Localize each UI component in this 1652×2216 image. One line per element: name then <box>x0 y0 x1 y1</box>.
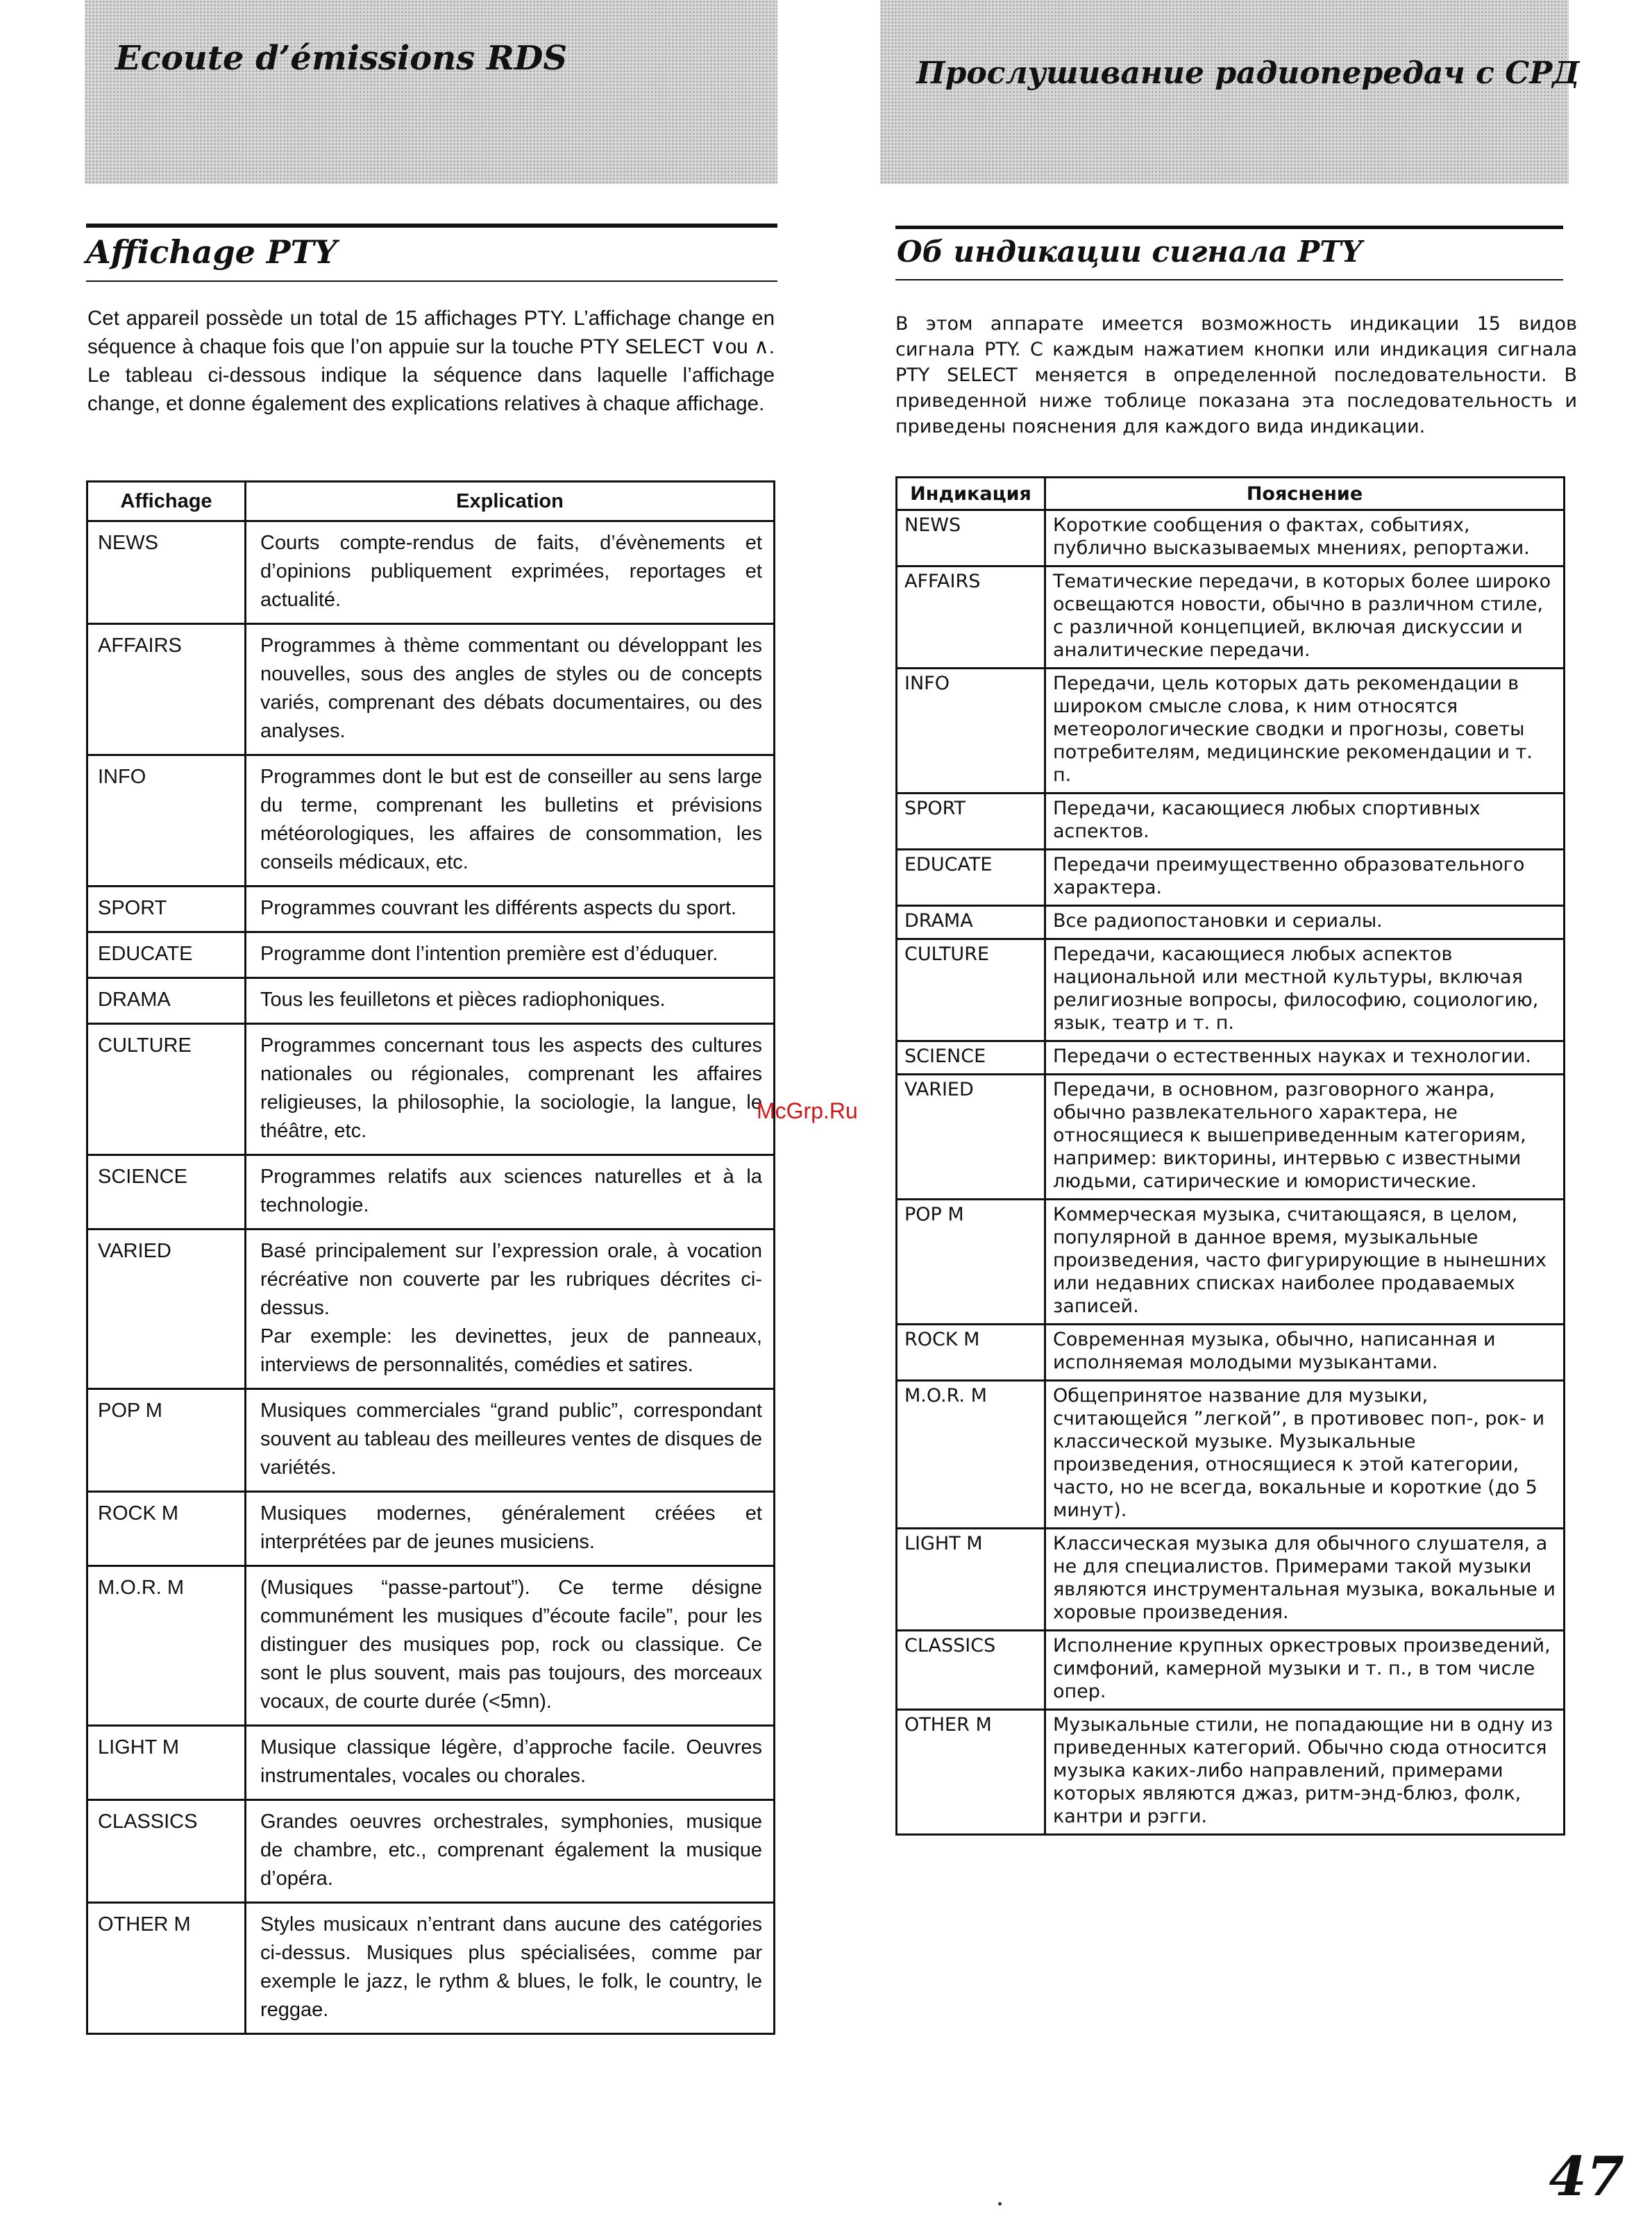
table-row <box>897 1631 1565 1710</box>
pty-explanation-cell: Styles musicaux n’entrant dans aucune des catégories ci-dessus. Musiques plus spécialisées, comme par exemple le jazz, le rythm & blues, le folk, le country, le reggae. <box>246 1903 775 2034</box>
table-row <box>87 1155 775 1229</box>
fr-table-body <box>87 521 775 2034</box>
pty-explanation-cell: Courts compte-rendus de faits, d’évènements et d’opinions publiquement exprimées, reportages et actualité. <box>246 521 775 624</box>
ru-table-body <box>897 510 1565 1835</box>
table-row <box>897 1075 1565 1200</box>
pty-display-cell: AFFAIRS <box>897 566 1045 669</box>
pty-explanation-cell: Передачи, касающиеся любых аспектов национальной или местной культуры, включая религиозные вопросы, философию, социологию, язык, театр и т. п. <box>1045 939 1565 1041</box>
pty-explanation-cell: Общепринятое название для музыки, считающейся ”легкой”, в противовес поп-, рок- и классической музыке. Музыкальные произведения, относящиеся к этой категории, часто, но не всегда, вокальные и короткие (до 5 минут). <box>1045 1381 1565 1529</box>
pty-explanation-cell: Grandes oeuvres orchestrales, symphonies, musique de chambre, etc., comprenant également la musique d’opéra. <box>246 1800 775 1903</box>
pty-explanation-cell: Musiques commerciales “grand public”, correspondant souvent au tableau des meilleures ventes de disques de variétés. <box>246 1389 775 1492</box>
pty-explanation-cell: Короткие сообщения о фактах, событиях, публично высказываемых мнениях, репортажи. <box>1045 510 1565 566</box>
pty-explanation-cell: Tous les feuilletons et pièces radiophoniques. <box>246 978 775 1024</box>
pty-explanation-cell: (Musiques “passe-partout”). Ce terme désigne communément les musiques d”écoute facile”, pour les distinguer des musiques pop, rock ou classique. Ce sont le plus souvent, mais pas toujours, des morceaux vocaux, de courte durée (<5mn). <box>246 1566 775 1726</box>
ru-col-display-header: Индикация <box>897 478 1045 510</box>
table-row <box>897 794 1565 850</box>
pty-explanation-cell: Basé principalement sur l’expression orale, à vocation récréative non couverte par les rubriques décrites ci-dessus. Par exemple: les devinettes, jeux de panneaux, interviews de personnalités, comédies et satires. <box>246 1229 775 1389</box>
pty-explanation-cell: Классическая музыка для обычного слушателя, а не для специалистов. Примерами такой музыки являются инструментальная музыка, вокальные и хоровые произведения. <box>1045 1529 1565 1631</box>
pty-display-cell: LIGHT M <box>897 1529 1045 1631</box>
page-number: 47 <box>1549 2145 1624 2208</box>
table-row <box>897 1325 1565 1381</box>
table-row <box>897 510 1565 566</box>
ru-section-title: Об индикации сигнала PTY <box>897 235 1363 269</box>
pty-display-cell: CLASSICS <box>897 1631 1045 1710</box>
table-row <box>87 978 775 1024</box>
pty-display-cell: OTHER M <box>897 1710 1045 1835</box>
fr-table-header-row <box>87 482 775 521</box>
table-row <box>87 1229 775 1389</box>
pty-explanation-cell: Передачи, в основном, разговорного жанра, обычно развлекательного характера, не относящиеся к вышеприведенным категориям, например: викторины, интервью с известными людьми, сатирические и юмористические. <box>1045 1075 1565 1200</box>
pty-display-cell: NEWS <box>87 521 246 624</box>
ru-section-rule-bottom <box>895 279 1563 280</box>
table-row <box>897 669 1565 794</box>
pty-explanation-cell: Тематические передачи, в которых более широко освещаются новости, обычно в различном стиле, с различной концепцией, включая дискуссии и аналитические передачи. <box>1045 566 1565 669</box>
pty-display-cell: POP M <box>897 1200 1045 1325</box>
table-row <box>897 1041 1565 1075</box>
pty-display-cell: EDUCATE <box>897 850 1045 906</box>
pty-display-cell: VARIED <box>897 1075 1045 1200</box>
table-row <box>897 906 1565 939</box>
pty-display-cell: OTHER M <box>87 1903 246 2034</box>
pty-display-cell: NEWS <box>897 510 1045 566</box>
table-row <box>897 1710 1565 1835</box>
fr-section-rule-top <box>86 224 777 228</box>
table-row <box>87 624 775 755</box>
pty-explanation-cell: Programmes concernant tous les aspects des cultures nationales ou régionales, comprenant les affaires religieuses, la philosophie, la sociologie, la langue, le théâtre, etc. <box>246 1024 775 1155</box>
pty-explanation-cell: Programme dont l’intention première est d’éduquer. <box>246 932 775 978</box>
pty-display-cell: INFO <box>897 669 1045 794</box>
pty-display-cell: AFFAIRS <box>87 624 246 755</box>
fr-header-title: Ecoute d’émissions RDS <box>115 39 568 78</box>
pty-display-cell: SCIENCE <box>87 1155 246 1229</box>
pty-display-cell: ROCK M <box>87 1492 246 1566</box>
pty-display-cell: M.O.R. M <box>897 1381 1045 1529</box>
pty-explanation-cell: Коммерческая музыка, считающаяся, в целом, популярной в данное время, музыкальные произведения, часто фигурирующие в нынешних или недавних списках наиболее продаваемых записей. <box>1045 1200 1565 1325</box>
pty-explanation-cell: Передачи о естественных науках и технологии. <box>1045 1041 1565 1075</box>
table-row <box>87 1492 775 1566</box>
pty-display-cell: LIGHT M <box>87 1726 246 1800</box>
table-row <box>87 887 775 932</box>
table-row <box>87 1903 775 2034</box>
table-row <box>87 521 775 624</box>
ru-header-band <box>880 0 1580 184</box>
pty-display-cell: CULTURE <box>897 939 1045 1041</box>
pty-explanation-cell: Передачи, касающиеся любых спортивных аспектов. <box>1045 794 1565 850</box>
watermark-text: McGrp.Ru <box>757 1098 858 1123</box>
fr-col-display-header: Affichage <box>87 482 246 521</box>
fr-header-band <box>85 0 777 184</box>
ru-col-explanation-header: Пояснение <box>1045 478 1565 510</box>
pty-display-cell: DRAMA <box>897 906 1045 939</box>
table-row <box>87 1024 775 1155</box>
table-row <box>897 566 1565 669</box>
pty-explanation-cell: Передачи, цель которых дать рекомендации в широком смысле слова, к ним относятся метеорологические сводки и прогнозы, советы потребителям, медицинские рекомендации и т. п. <box>1045 669 1565 794</box>
pty-display-cell: POP M <box>87 1389 246 1492</box>
ru-table-header-row <box>897 478 1565 510</box>
pty-display-cell: CLASSICS <box>87 1800 246 1903</box>
ru-header-title: Прослушивание радиопередач с СРД <box>916 56 1580 91</box>
ru-intro-paragraph: В этом аппарате имеется возможность индикации 15 видов сигнала PTY. С каждым нажатием кнопки или индикация сигнала PTY SELECT меняется в определенной последовательности. В приведенной ниже тоблице показана эта последовательность и приведены пояснения для каждого вида индикации. <box>895 313 1577 437</box>
fr-section-title: Affichage PTY <box>86 233 337 271</box>
fr-col-explanation-header: Explication <box>246 482 775 521</box>
pty-display-cell: INFO <box>87 755 246 887</box>
pty-explanation-cell: Programmes couvrant les différents aspects du sport. <box>246 887 775 932</box>
table-row <box>87 1726 775 1800</box>
table-row <box>87 1566 775 1726</box>
fr-intro-paragraph: Cet appareil possède un total de 15 affichages PTY. L’affichage change en séquence à chaque fois que l’on appuie sur la touche PTY SELECT ∨ou ∧. Le tableau ci-dessous indique la séquence dans laquelle l’affichage change, et donne également des explications relatives à chaque affichage. <box>87 307 775 415</box>
ru-section-rule-top <box>895 226 1563 229</box>
table-row <box>87 1389 775 1492</box>
pty-display-cell: DRAMA <box>87 978 246 1024</box>
pty-display-cell: VARIED <box>87 1229 246 1389</box>
pty-explanation-cell: Musique classique légère, d’approche facile. Oeuvres instrumentales, vocales ou chorales. <box>246 1726 775 1800</box>
table-row <box>87 1800 775 1903</box>
table-row <box>897 850 1565 906</box>
pty-explanation-cell: Музыкальные стили, не попадающие ни в одну из приведенных категорий. Обычно сюда относится музыка каких-либо направлений, примерами которых являются джаз, ритм-энд-блюз, фолк, кантри и рэгги. <box>1045 1710 1565 1835</box>
pty-explanation-cell: Современная музыка, обычно, написанная и исполняемая молодыми музыкантами. <box>1045 1325 1565 1381</box>
fr-pty-table <box>86 480 775 2035</box>
pty-explanation-cell: Programmes dont le but est de conseiller au sens large du terme, comprenant les bulletins et prévisions météorologiques, les affaires de consommation, les conseils médicaux, etc. <box>246 755 775 887</box>
pty-explanation-cell: Programmes relatifs aux sciences naturelles et à la technologie. <box>246 1155 775 1229</box>
pty-display-cell: SPORT <box>897 794 1045 850</box>
table-row <box>87 932 775 978</box>
pty-explanation-cell: Musiques modernes, généralement créées et interprétées par de jeunes musiciens. <box>246 1492 775 1566</box>
table-row <box>897 1529 1565 1631</box>
table-row <box>87 755 775 887</box>
ru-pty-table <box>895 476 1565 1836</box>
pty-display-cell: ROCK M <box>897 1325 1045 1381</box>
stray-dot <box>998 2202 1002 2206</box>
pty-display-cell: SCIENCE <box>897 1041 1045 1075</box>
pty-explanation-cell: Все радиопостановки и сериалы. <box>1045 906 1565 939</box>
table-row <box>897 939 1565 1041</box>
pty-display-cell: M.O.R. M <box>87 1566 246 1726</box>
pty-explanation-cell: Programmes à thème commentant ou développant les nouvelles, sous des angles de styles ou de concepts variés, comprenant des débats documentaires, ou des analyses. <box>246 624 775 755</box>
pty-display-cell: SPORT <box>87 887 246 932</box>
pty-explanation-cell: Передачи преимущественно образовательного характера. <box>1045 850 1565 906</box>
pty-display-cell: CULTURE <box>87 1024 246 1155</box>
table-row <box>897 1381 1565 1529</box>
fr-section-rule-bottom <box>86 280 777 282</box>
table-row <box>897 1200 1565 1325</box>
pty-display-cell: EDUCATE <box>87 932 246 978</box>
pty-explanation-cell: Исполнение крупных оркестровых произведений, симфоний, камерной музыки и т. п., в том числе опер. <box>1045 1631 1565 1710</box>
